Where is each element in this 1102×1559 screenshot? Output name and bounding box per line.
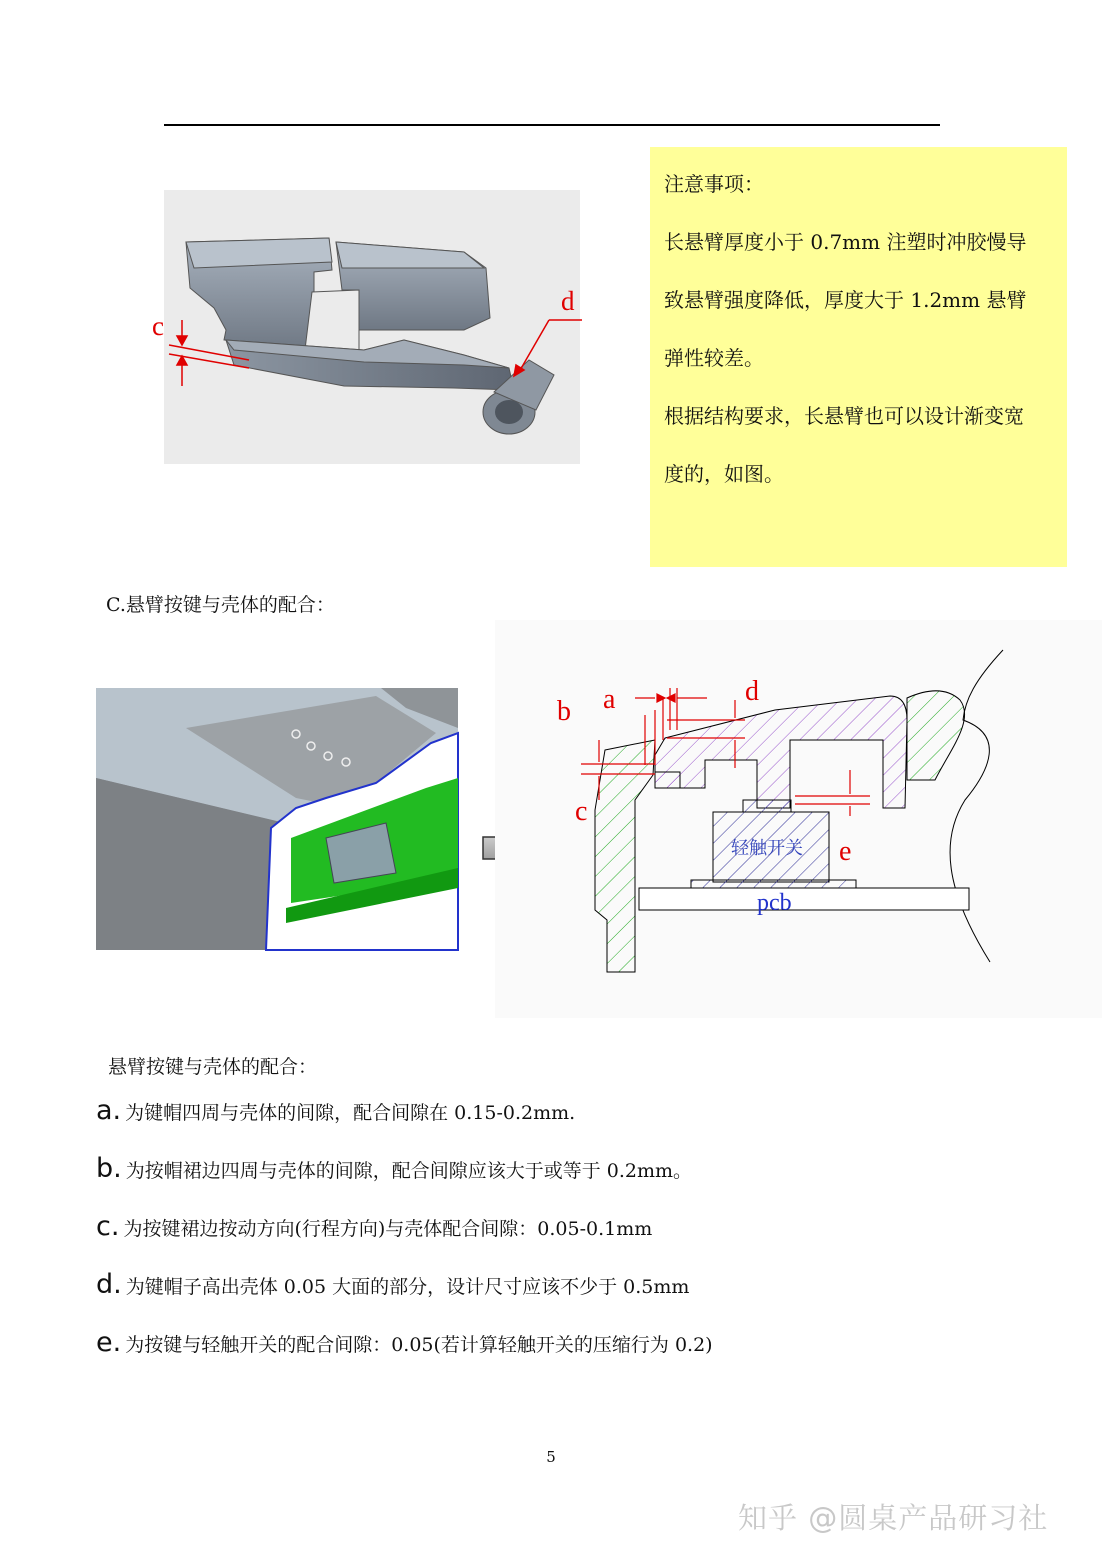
note-line: 致悬臂强度降低，厚度大于 1.2mm 悬臂: [664, 288, 1027, 312]
note-box: [650, 147, 1067, 567]
list-item: b. 为按帽裙边四周与壳体的间隙，配合间隙应该大于或等于 0.2mm。: [96, 1153, 693, 1184]
figure1-label-d: d: [561, 286, 575, 316]
pcb-label: pcb: [757, 890, 792, 916]
section-heading: C.悬臂按键与壳体的配合：: [106, 594, 335, 616]
list-item: d. 为键帽子高出壳体 0.05 大面的部分，设计尺寸应该不少于 0.5mm: [96, 1269, 690, 1300]
figure2-label-e: e: [839, 836, 852, 867]
figure2-label-c: c: [575, 796, 588, 827]
list-item: c. 为按键裙边按动方向(行程方向)与壳体配合间隙：0.05-0.1mm: [96, 1211, 653, 1242]
note-line: 根据结构要求，长悬臂也可以设计渐变宽: [664, 404, 1024, 428]
cantilever-part-figure: [152, 190, 580, 464]
page-number: 5: [546, 1448, 556, 1466]
figure2-label-d: d: [745, 676, 759, 707]
list-item: e. 为按键与轻触开关的配合间隙：0.05(若计算轻触开关的压缩行为 0.2): [96, 1327, 713, 1358]
watermark: 知乎 @圆桌产品研习社: [738, 1501, 1049, 1535]
fit-title: 悬臂按键与壳体的配合：: [108, 1056, 318, 1078]
cross-section-figure: [495, 620, 1102, 1018]
figure2-label-a: a: [603, 684, 616, 715]
figure1-label-c: c: [152, 311, 164, 341]
cutaway-render-figure: [96, 688, 458, 950]
list-item: a. 为键帽四周与壳体的间隙，配合间隙在 0.15-0.2mm.: [96, 1095, 576, 1126]
note-line: 弹性较差。: [664, 346, 764, 370]
note-line: 度的，如图。: [664, 462, 784, 486]
figure2-label-b: b: [557, 696, 571, 727]
switch-label: 轻触开关: [731, 838, 803, 858]
note-line: 长悬臂厚度小于 0.7mm 注塑时冲胶慢导: [664, 230, 1027, 254]
note-title: 注意事项：: [664, 172, 764, 196]
top-rule: [164, 124, 940, 126]
